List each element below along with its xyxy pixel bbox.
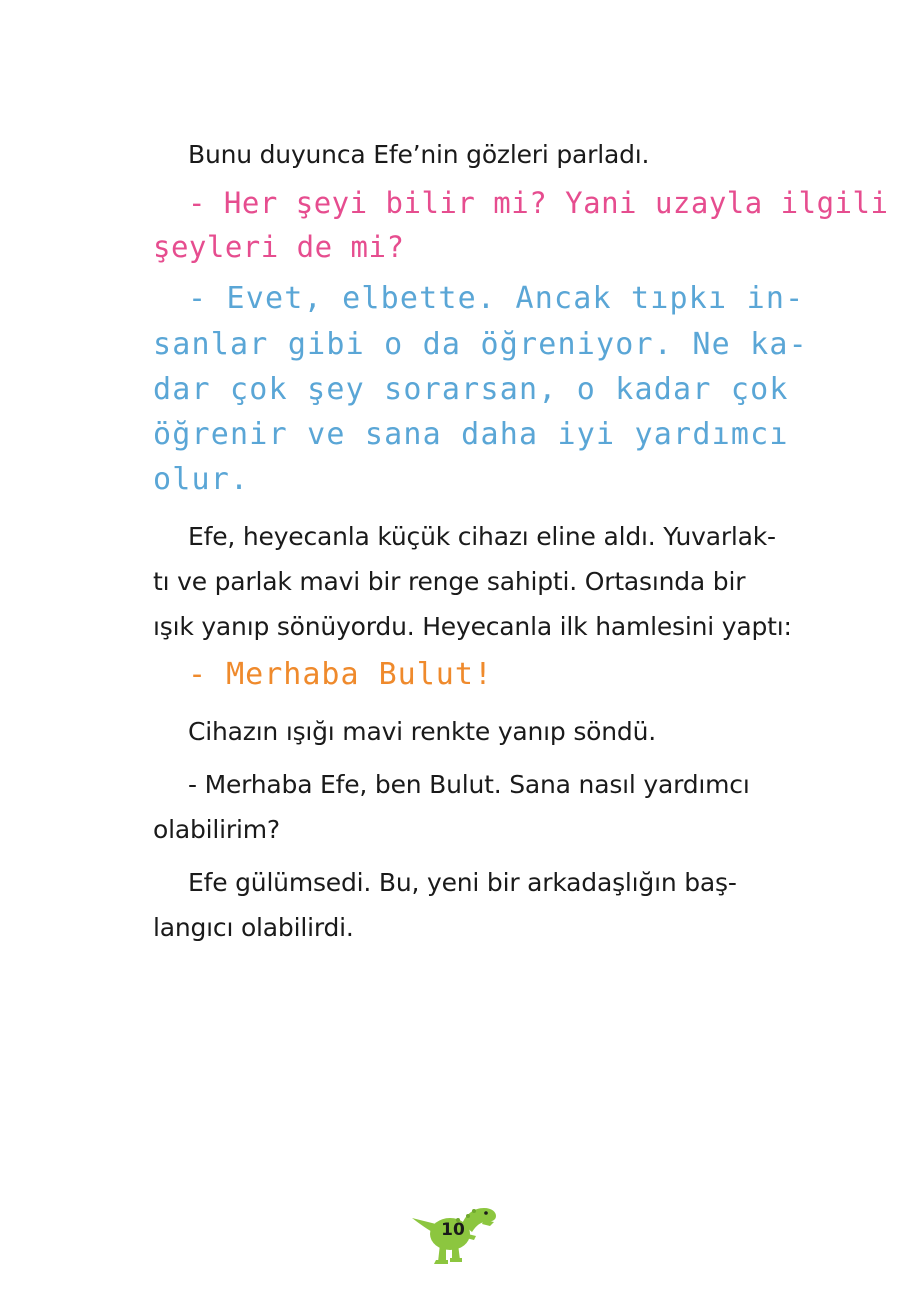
paragraph-line: tı ve parlak mavi bir renge sahipti. Ortasında bir bbox=[153, 567, 746, 596]
paragraph-line: Cihazın ışığı mavi renkte yanıp söndü. bbox=[188, 717, 656, 746]
dialog-line-orange: - Merhaba Bulut! bbox=[188, 657, 493, 692]
paragraph-line: Efe gülümsedi. Bu, yeni bir arkadaşlığın baş- bbox=[188, 868, 737, 897]
page-number-badge bbox=[410, 1200, 500, 1270]
page-number: 10 bbox=[441, 1220, 465, 1240]
dialog-line-blue: sanlar gibi o da öğreniyor. Ne ka- bbox=[153, 327, 808, 362]
dialog-line-blue: öğrenir ve sana daha iyi yardımcı bbox=[153, 417, 789, 452]
paragraph-line: Bunu duyunca Efe’nin gözleri parladı. bbox=[188, 140, 650, 169]
paragraph-line: Efe, heyecanla küçük cihazı eline aldı. Yuvarlak- bbox=[188, 522, 776, 551]
paragraph-line: - Merhaba Efe, ben Bulut. Sana nasıl yardımcı bbox=[188, 770, 750, 799]
dialog-line-pink: şeyleri de mi? bbox=[153, 230, 405, 264]
dialog-line-blue: dar çok şey sorarsan, o kadar çok bbox=[153, 372, 789, 407]
dialog-line-blue: olur. bbox=[153, 462, 250, 497]
dialog-line-blue: - Evet, elbette. Ancak tıpkı in- bbox=[188, 281, 805, 316]
paragraph-line: olabilirim? bbox=[153, 815, 280, 844]
paragraph-line: ışık yanıp sönüyordu. Heyecanla ilk hamlesini yaptı: bbox=[153, 612, 792, 641]
paragraph-line: langıcı olabilirdi. bbox=[153, 913, 354, 942]
dialog-line-pink: - Her şeyi bilir mi? Yani uzayla ilgili bbox=[188, 186, 889, 220]
